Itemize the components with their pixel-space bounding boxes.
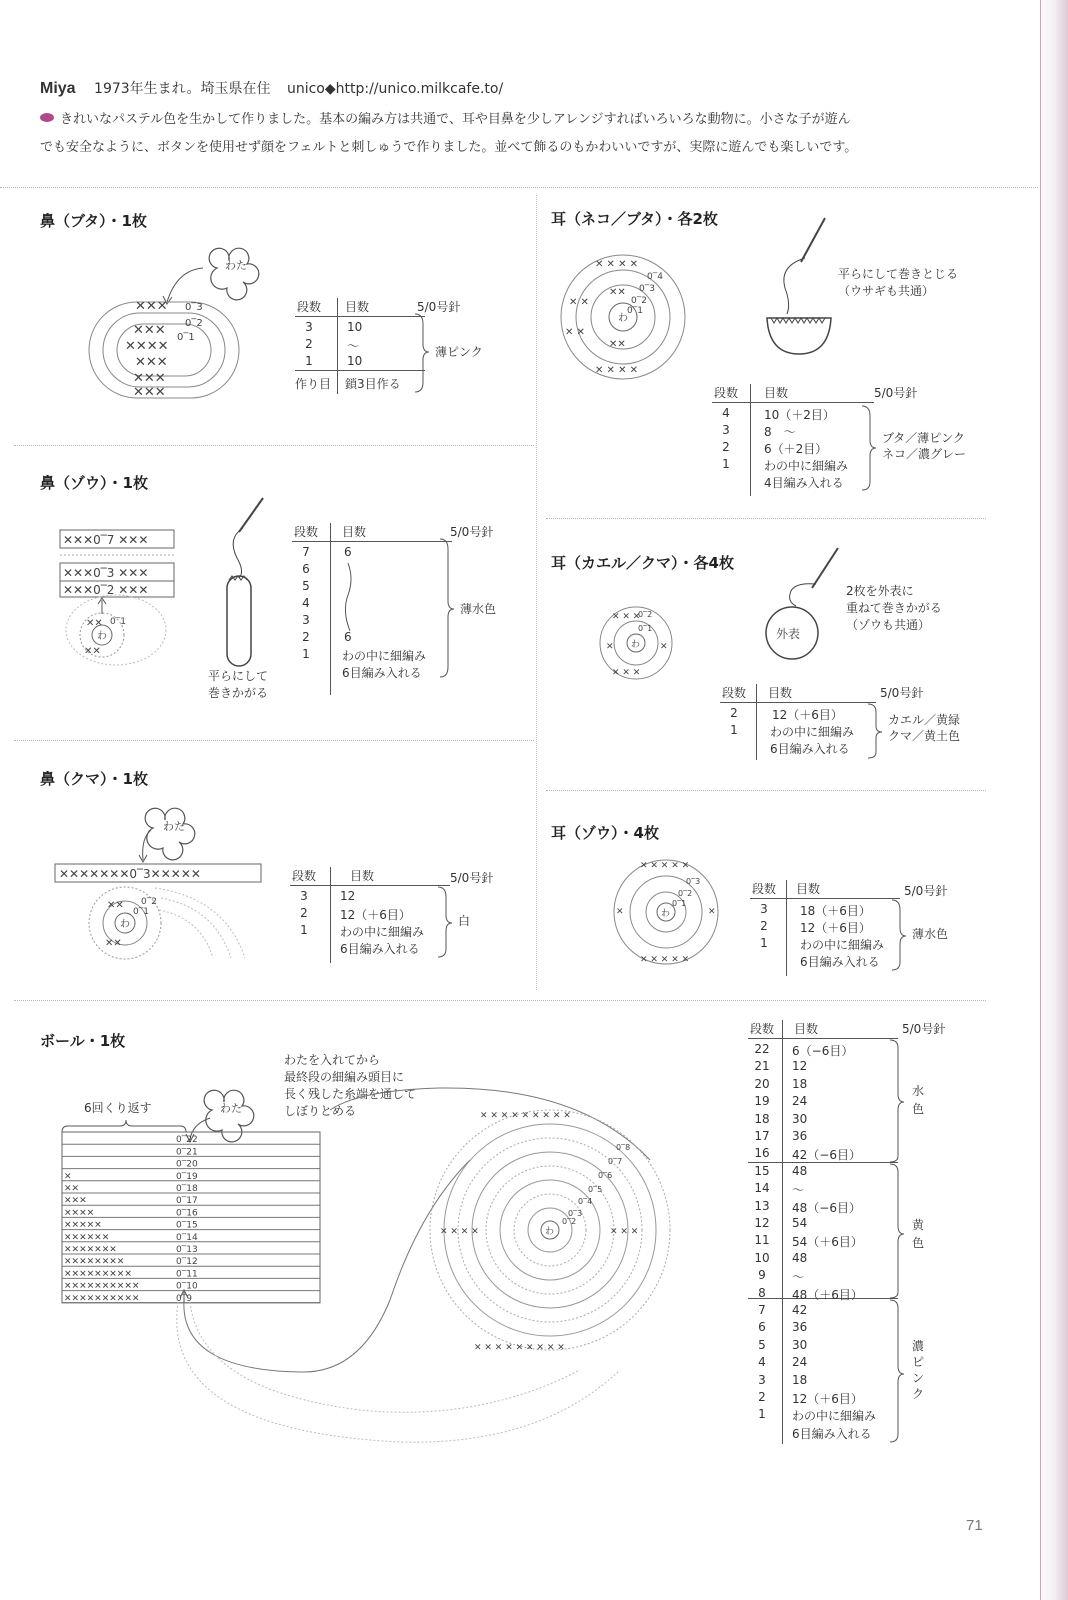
section-title-ball: ボール・1枚 — [40, 1032, 126, 1050]
ear-frog-bear-note: 2枚を外表に 重ねて巻きかがる （ゾウも共通） — [846, 584, 942, 632]
svg-text:0‾1: 0‾1 — [672, 899, 687, 908]
svg-text:0‾2: 0‾2 — [141, 897, 157, 907]
chart-row-label: 0‾18 — [176, 1184, 198, 1194]
nose-pig-diagram — [85, 250, 255, 410]
chart-row-label: 0‾21 — [176, 1147, 198, 1158]
stitch-marks: ✕✕✕ — [133, 323, 166, 338]
svg-text:0‾5: 0‾5 — [588, 1185, 603, 1194]
svg-text:0‾2: 0‾2 — [631, 296, 647, 306]
stitches-header: 目数 — [345, 300, 370, 314]
svg-text:✕ ✕: ✕ ✕ — [569, 297, 589, 308]
svg-text:✕✕✕✕✕✕✕0‾3✕✕✕✕✕: ✕✕✕✕✕✕✕0‾3✕✕✕✕✕ — [59, 867, 201, 881]
svg-text:0‾1: 0‾1 — [627, 306, 643, 316]
repeat-note: 6回くり返す — [84, 1101, 152, 1115]
section-title-nose-elephant: 鼻（ゾウ）・1枚 — [40, 474, 148, 492]
svg-text:✕: ✕ — [708, 907, 716, 917]
separator-left-2 — [14, 740, 534, 741]
separator-left-1 — [14, 445, 534, 446]
svg-text:0‾3: 0‾3 — [568, 1209, 583, 1218]
chart-row-label: 0‾9 — [176, 1293, 192, 1304]
yarn-colors: カエル／黄緑 クマ／黄土色 — [888, 713, 961, 743]
section-title-ear-elephant: 耳（ゾウ）・4枚 — [551, 824, 659, 842]
svg-text:✕ ✕ ✕ ✕: ✕ ✕ ✕ ✕ — [440, 1227, 479, 1237]
stitch-marks: ✕✕✕ — [133, 385, 166, 400]
ball-note: わたを入れてから 最終段の細編み頭目に 長く残した糸端を通して しぼりとめる — [284, 1053, 417, 1118]
svg-text:0‾3: 0‾3 — [639, 284, 655, 294]
intro-line-2: でも安全なように、ボタンを使用せず顔をフェルトと刺しゅうで作りました。並べて飾るのもかわいいですが、実際に遊んでも楽しいです。 — [40, 140, 858, 155]
ear-cat-pig-note: 平らにして巻きとじる （ウサギも共通） — [838, 267, 959, 298]
chart-row-label: 0‾15 — [176, 1220, 198, 1231]
page-edge-line — [1040, 0, 1041, 1600]
chart-stitch-marks: ✕✕✕✕✕✕✕✕ — [64, 1257, 125, 1268]
ball-diagram — [60, 1070, 680, 1450]
ear-elephant-diagram — [612, 858, 722, 968]
stitch-marks: ✕✕✕ — [133, 371, 166, 386]
svg-text:わ: わ — [545, 1227, 555, 1237]
cotton-cloud-icon — [209, 248, 259, 300]
needle-size: 5/0号針 — [417, 300, 461, 314]
author-name: Miya — [40, 80, 76, 97]
svg-text:✕ ✕ ✕: ✕ ✕ ✕ — [612, 668, 641, 678]
svg-text:✕✕: ✕✕ — [609, 287, 626, 298]
svg-text:0‾1: 0‾1 — [638, 624, 653, 633]
nose-bear-diagram — [55, 808, 265, 978]
nose-elephant-diagram — [60, 530, 180, 680]
svg-text:✕✕: ✕✕ — [107, 900, 124, 911]
chart-row-label: 0‾22 — [176, 1135, 198, 1146]
table-ball: 段数 目数 5/0号針 22 6（−6目） 21 12 20 18 19 24 18 30 17 36 16 42（−6目） 15 48 14 〜 13 48（−6目） 12 54 11 54（＋6目） 10 48 9 〜 8 48（＋6目） 7 42 6 36 5 30 4 24 3 18 2 12（＋6目） 1 わの中に細編み 6目編み入れる 水 色 黄 色 濃 ピ ン ク — [748, 1020, 988, 1450]
svg-text:0‾2: 0‾2 — [678, 889, 693, 898]
author-header — [40, 78, 503, 98]
stitch-marks: ✕✕✕ — [135, 355, 168, 370]
color-brackets — [888, 1040, 908, 1444]
svg-text:✕✕✕0‾2 ✕✕✕: ✕✕✕0‾2 ✕✕✕ — [63, 583, 149, 597]
svg-text:✕✕: ✕✕ — [105, 938, 122, 949]
svg-text:✕✕✕0‾7 ✕✕✕: ✕✕✕0‾7 ✕✕✕ — [63, 533, 149, 547]
yarn-color: 白 — [458, 914, 471, 928]
yarn-color-dark-pink: 濃 ピ ン ク — [912, 1339, 925, 1401]
svg-text:わ: わ — [97, 631, 107, 642]
book-spine-shadow — [1038, 0, 1068, 1600]
svg-text:✕ ✕ ✕ ✕: ✕ ✕ ✕ ✕ — [595, 259, 639, 270]
svg-text:✕ ✕: ✕ ✕ — [565, 327, 585, 338]
chart-row-label: 0‾16 — [176, 1208, 198, 1219]
yarn-color-blue: 水 色 — [912, 1084, 925, 1116]
chart-row-label: 0‾11 — [176, 1269, 198, 1280]
svg-text:✕ ✕ ✕: ✕ ✕ ✕ — [610, 1227, 639, 1237]
svg-text:わ: わ — [661, 909, 671, 919]
svg-text:✕: ✕ — [606, 642, 614, 652]
table-ear-cat-pig: 段数 目数 5/0号針 4 10（＋2目） 3 8 〜 2 6（＋2目） 1 わの中に細編み 4目編み入れる ブタ／薄ピンク ネコ／濃グレー — [712, 384, 982, 499]
svg-text:✕✕✕0‾3 ✕✕✕: ✕✕✕0‾3 ✕✕✕ — [63, 566, 149, 580]
chart-row-label: 0‾17 — [176, 1196, 198, 1207]
chart-stitch-marks: ✕✕✕✕✕✕✕✕✕✕ — [64, 1293, 140, 1304]
chart-row-label: 0‾19 — [176, 1171, 198, 1182]
chart-stitch-marks: ✕✕✕ — [64, 1196, 87, 1207]
rows-header: 段数 — [297, 300, 322, 314]
svg-text:わた: わた — [220, 1102, 242, 1115]
svg-text:0‾6: 0‾6 — [598, 1171, 613, 1180]
wata-label: わた — [225, 259, 247, 272]
ball-row-chart — [62, 1132, 320, 1304]
yarn-colors: ブタ／薄ピンク ネコ／濃グレー — [882, 431, 967, 461]
separator-right-2 — [546, 790, 986, 791]
svg-text:✕: ✕ — [616, 907, 624, 917]
yarn-color-yellow: 黄 色 — [912, 1218, 925, 1250]
ear-cat-pig-diagram — [555, 255, 695, 395]
stitch-marks: ✕✕✕ — [135, 299, 168, 314]
svg-text:✕✕: ✕✕ — [86, 618, 103, 629]
page-number: 71 — [966, 1517, 983, 1534]
separator-right-1 — [546, 518, 986, 519]
separator-vertical — [536, 195, 537, 990]
separator-bottom — [14, 1000, 986, 1001]
author-site: unico◆http://unico.milkcafe.to/ — [286, 81, 504, 97]
svg-text:0‾1: 0‾1 — [133, 907, 149, 917]
flatten-sew-illustration — [215, 498, 275, 678]
author-birth: 1973年生まれ。埼玉県在住 — [94, 81, 271, 97]
chart-stitch-marks: ✕✕✕✕✕ — [64, 1220, 102, 1231]
chart-row-label: 0‾20 — [176, 1159, 198, 1170]
svg-text:0‾7: 0‾7 — [608, 1157, 623, 1166]
yarn-color: 薄ピンク — [435, 345, 483, 359]
chart-row-label: 0‾13 — [176, 1245, 198, 1255]
intro-text — [40, 106, 1000, 162]
ball-round-chart — [430, 1110, 670, 1353]
section-title-nose-pig: 鼻（ブタ）・1枚 — [40, 212, 147, 230]
row-label: 0‾1 — [177, 332, 195, 343]
intro-line-1: きれいなパステル色を生かして作りました。基本の編み方は共通で、耳や目鼻を少しアレンジすればいろいろな動物に。小さな子が遊ん — [60, 112, 851, 127]
svg-text:0‾8: 0‾8 — [616, 1143, 631, 1152]
table-ear-frog-bear: 段数 目数 5/0号針 2 12（＋6目） 1 わの中に細編み 6目編み入れる カエル／黄緑 クマ／黄土色 — [720, 684, 980, 764]
svg-text:✕ ✕ ✕ ✕: ✕ ✕ ✕ ✕ — [595, 365, 639, 376]
ear-frog-bear-diagram — [598, 605, 678, 685]
arrow-line — [167, 268, 203, 302]
chart-stitch-marks: ✕✕✕✕ — [64, 1208, 95, 1219]
table-nose-elephant: 段数 目数 5/0号針 7 6 6 5 4 3 2 6 1 わの中に細編み 6目編み入れる 薄水色 — [292, 523, 512, 698]
chart-stitch-marks: ✕✕✕✕✕✕✕✕✕ — [64, 1269, 132, 1280]
chart-row-label: 0‾14 — [176, 1232, 198, 1243]
svg-text:0‾2: 0‾2 — [562, 1217, 577, 1226]
table-nose-pig: 段数 目数 5/0号針 3 10 2 〜 1 10 作り目 鎖3目作る 薄ピンク — [295, 298, 515, 398]
nose-elephant-note: 平らにして 巻きかがる — [208, 669, 269, 700]
svg-text:✕ ✕ ✕ ✕ ✕: ✕ ✕ ✕ ✕ ✕ — [640, 955, 690, 965]
svg-text:わ: わ — [618, 313, 628, 324]
outside-label: 外表 — [776, 627, 801, 641]
separator-top — [0, 187, 1038, 188]
svg-text:わ: わ — [120, 919, 130, 930]
chart-stitch-marks: ✕✕✕✕✕✕✕✕✕✕ — [64, 1281, 140, 1292]
row-label: 0‾2 — [185, 318, 203, 329]
section-title-ear-cat-pig: 耳（ネコ／ブタ）・各2枚 — [551, 210, 718, 228]
chart-stitch-marks: ✕✕✕✕✕✕✕ — [64, 1245, 117, 1255]
svg-text:✕ ✕ ✕ ✕ ✕ ✕ ✕ ✕ ✕: ✕ ✕ ✕ ✕ ✕ ✕ ✕ ✕ ✕ — [480, 1111, 571, 1121]
svg-text:0‾1: 0‾1 — [110, 617, 126, 627]
chart-stitch-marks: ✕✕ — [64, 1184, 80, 1194]
table-ear-elephant: 段数 目数 5/0号針 3 18（＋6目） 2 12（＋6目） 1 わの中に細編み 6目編み入れる 薄水色 — [750, 880, 980, 980]
svg-text:0‾4: 0‾4 — [578, 1197, 593, 1206]
section-title-nose-bear: 鼻（クマ）・1枚 — [40, 770, 148, 788]
svg-text:0‾2: 0‾2 — [638, 610, 653, 619]
svg-text:✕✕: ✕✕ — [84, 646, 101, 657]
svg-text:0‾4: 0‾4 — [647, 272, 663, 282]
chart-row-label: 0‾12 — [176, 1257, 198, 1268]
yarn-color: 薄水色 — [460, 602, 497, 616]
svg-text:✕ ✕ ✕: ✕ ✕ ✕ — [612, 612, 641, 622]
svg-text:0‾3: 0‾3 — [686, 877, 701, 886]
ear-frog-bear-sew-illustration — [762, 548, 842, 658]
table-nose-bear: 段数 目数 5/0号針 3 12 2 12（＋6目） 1 わの中に細編み 6目編み入れる 白 — [290, 867, 510, 967]
svg-text:✕✕: ✕✕ — [609, 339, 626, 350]
yarn-color: 薄水色 — [912, 927, 949, 941]
chart-stitch-marks: ✕ — [64, 1171, 72, 1182]
svg-text:✕ ✕ ✕ ✕ ✕ ✕ ✕ ✕ ✕: ✕ ✕ ✕ ✕ ✕ ✕ ✕ ✕ ✕ — [474, 1343, 565, 1353]
svg-text:✕: ✕ — [660, 642, 668, 652]
section-title-ear-frog-bear: 耳（カエル／クマ）・各4枚 — [551, 554, 734, 572]
speech-bubble-icon — [40, 113, 54, 122]
row-label: 0‾3 — [185, 302, 203, 313]
stitch-marks: ✕✕✕✕ — [125, 339, 169, 354]
ear-sew-illustration — [765, 218, 835, 358]
svg-text:わ: わ — [631, 640, 641, 650]
svg-text:わた: わた — [163, 820, 185, 833]
chart-row-label: 0‾10 — [176, 1281, 198, 1292]
svg-text:✕ ✕ ✕ ✕ ✕: ✕ ✕ ✕ ✕ ✕ — [640, 861, 690, 871]
chart-stitch-marks: ✕✕✕✕✕✕ — [64, 1232, 110, 1243]
